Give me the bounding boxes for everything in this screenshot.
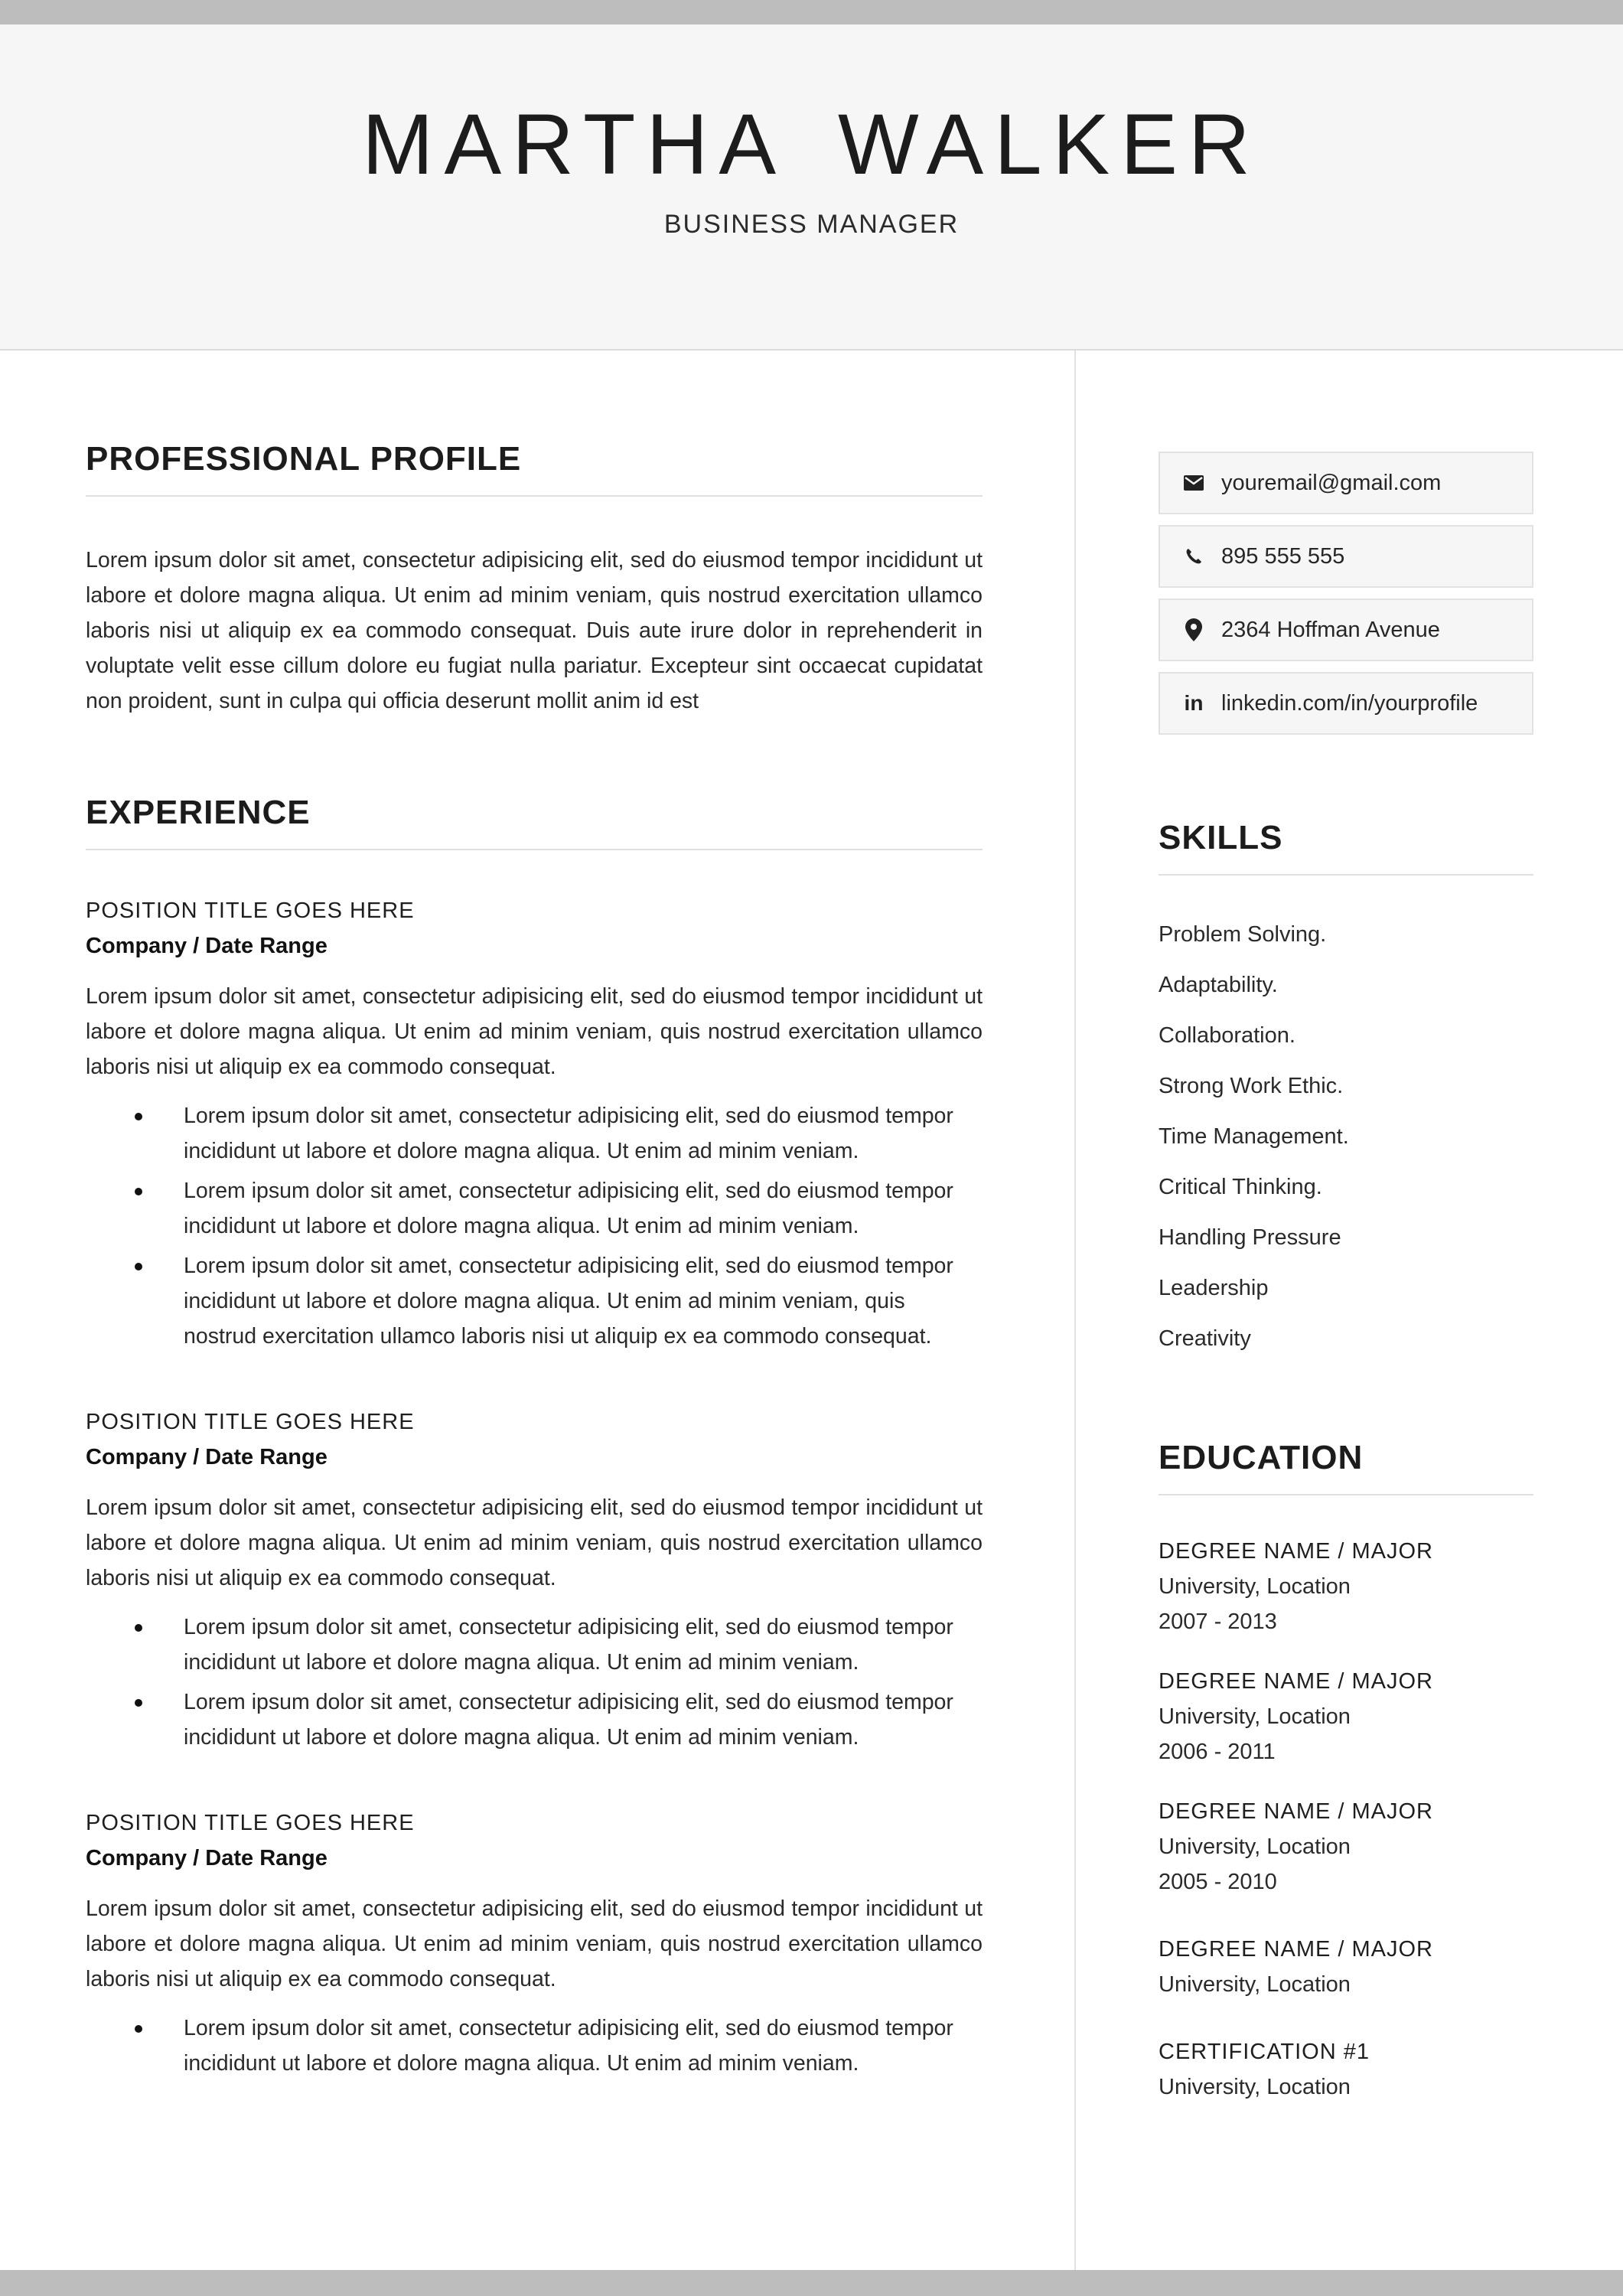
school-location: University, Location: [1159, 1835, 1351, 1859]
job-title: POSITION TITLE GOES HERE: [86, 1811, 415, 1835]
job-summary: Lorem ipsum dolor sit amet, consectetur adipisicing elit, sed do eiusmod tempor incididunt ut labore et dolore magna aliqua. Ut enim ad minim veniam, quis nostrud exercitation ullamco laboris nisi ut aliquip ex ea commodo consequat.: [86, 984, 983, 1079]
sidebar-column: [1159, 452, 1533, 2129]
education-item: [1159, 1664, 1533, 1769]
job-title: POSITION TITLE GOES HERE: [86, 899, 415, 923]
education-years: 2007 - 2013: [1159, 1609, 1277, 1634]
degree-name: DEGREE NAME / MAJOR: [1159, 1539, 1433, 1564]
skill-item: Handling Pressure: [1159, 1225, 1341, 1250]
job-bullets: [86, 1609, 983, 1755]
education-heading: EDUCATION: [1159, 1439, 1533, 1495]
skill-item: Leadership: [1159, 1276, 1269, 1300]
education-item: [1159, 2034, 1533, 2105]
job-bullets: [86, 1098, 983, 1354]
contact-email[interactable]: [1159, 452, 1533, 514]
main-column: [86, 440, 983, 2086]
school-location: University, Location: [1159, 1704, 1351, 1729]
skill-item: Problem Solving.: [1159, 922, 1327, 947]
resume-header: [0, 24, 1623, 351]
experience-heading: EXPERIENCE: [86, 794, 983, 850]
education-section: [1159, 1439, 1533, 2105]
contact-box: [1159, 452, 1533, 735]
skill-item: Adaptability.: [1159, 973, 1278, 997]
skills-list: [1159, 909, 1533, 1364]
job-bullet: Lorem ipsum dolor sit amet, consectetur adipisicing elit, sed do eiusmod tempor incididunt ut labore et dolore magna aliqua. Ut enim ad minim veniam.: [86, 1609, 983, 1680]
education-item: [1159, 1534, 1533, 1639]
skill-item: Critical Thinking.: [1159, 1175, 1322, 1199]
contact-linkedin[interactable]: [1159, 672, 1533, 735]
education-list: [1159, 1534, 1533, 2105]
job-bullet: Lorem ipsum dolor sit amet, consectetur adipisicing elit, sed do eiusmod tempor incididunt ut labore et dolore magna aliqua. Ut enim ad minim veniam.: [86, 1173, 983, 1244]
envelope-icon: [1183, 472, 1204, 494]
profile-heading: PROFESSIONAL PROFILE: [86, 440, 983, 497]
skills-heading: SKILLS: [1159, 819, 1533, 876]
skill-item: Collaboration.: [1159, 1023, 1295, 1048]
education-years: 2006 - 2011: [1159, 1740, 1276, 1764]
certification-name: CERTIFICATION #1: [1159, 2040, 1370, 2064]
skill-item: Time Management.: [1159, 1124, 1349, 1149]
education-years: 2005 - 2010: [1159, 1870, 1277, 1894]
job-bullet: Lorem ipsum dolor sit amet, consectetur adipisicing elit, sed do eiusmod tempor incididunt ut labore et dolore magna aliqua. Ut enim ad minim veniam.: [86, 1098, 983, 1169]
skill-item: Creativity: [1159, 1326, 1251, 1351]
candidate-name: MARTHA WALKER: [362, 96, 1261, 192]
school-location: University, Location: [1159, 1972, 1351, 1997]
education-item: [1159, 1932, 1533, 2002]
email-text: youremail@gmail.com: [1221, 470, 1442, 495]
education-item: [1159, 1794, 1533, 1900]
school-location: University, Location: [1159, 1574, 1351, 1599]
phone-icon: [1183, 546, 1204, 567]
job-bullet: Lorem ipsum dolor sit amet, consectetur adipisicing elit, sed do eiusmod tempor incididunt ut labore et dolore magna aliqua. Ut enim ad minim veniam, quis nostrud exercitation ullamco laboris nisi ut aliquip ex ea commodo consequat.: [86, 1248, 983, 1354]
skill-item: Strong Work Ethic.: [1159, 1074, 1344, 1098]
school-location: University, Location: [1159, 2075, 1351, 2099]
job-title: POSITION TITLE GOES HERE: [86, 1410, 415, 1434]
job-entry: [86, 893, 983, 1354]
contact-address[interactable]: [1159, 598, 1533, 661]
degree-name: DEGREE NAME / MAJOR: [1159, 1937, 1433, 1962]
job-summary: Lorem ipsum dolor sit amet, consectetur adipisicing elit, sed do eiusmod tempor incididunt ut labore et dolore magna aliqua. Ut enim ad minim veniam, quis nostrud exercitation ullamco laboris nisi ut aliquip ex ea commodo consequat.: [86, 1495, 983, 1590]
phone-text: 895 555 555: [1221, 543, 1345, 569]
profile-section: [86, 440, 983, 719]
job-company: Company / Date Range: [86, 934, 328, 958]
top-accent-bar: [0, 0, 1623, 24]
column-divider: [1074, 351, 1076, 2270]
degree-name: DEGREE NAME / MAJOR: [1159, 1669, 1433, 1694]
experience-section: [86, 794, 983, 2081]
linkedin-text: linkedin.com/in/yourprofile: [1221, 690, 1478, 716]
job-entry: [86, 1404, 983, 1755]
degree-name: DEGREE NAME / MAJOR: [1159, 1799, 1433, 1824]
address-text: 2364 Hoffman Avenue: [1221, 617, 1440, 642]
job-summary: Lorem ipsum dolor sit amet, consectetur adipisicing elit, sed do eiusmod tempor incididunt ut labore et dolore magna aliqua. Ut enim ad minim veniam, quis nostrud exercitation ullamco laboris nisi ut aliquip ex ea commodo consequat.: [86, 1896, 983, 1991]
job-bullet: Lorem ipsum dolor sit amet, consectetur adipisicing elit, sed do eiusmod tempor incididunt ut labore et dolore magna aliqua. Ut enim ad minim veniam.: [86, 2011, 983, 2081]
candidate-role: BUSINESS MANAGER: [663, 210, 960, 239]
skills-section: [1159, 819, 1533, 1364]
job-bullets: [86, 2011, 983, 2081]
profile-text: Lorem ipsum dolor sit amet, consectetur adipisicing elit, sed do eiusmod tempor incididunt ut labore et dolore magna aliqua. Ut enim ad minim veniam, quis nostrud exercitation ullamco laboris nisi ut aliquip ex ea commodo consequat. Duis aute irure dolor in reprehenderit in voluptate velit esse cillum dolore eu fugiat nulla pariatur. Excepteur sint occaecat cupidatat non proident, sunt in culpa qui officia deserunt mollit anim id est: [86, 548, 983, 713]
bottom-accent-bar: [0, 2270, 1623, 2296]
job-company: Company / Date Range: [86, 1846, 328, 1870]
job-entry: [86, 1805, 983, 2081]
contact-phone[interactable]: [1159, 525, 1533, 588]
map-pin-icon: [1183, 619, 1204, 641]
job-bullet: Lorem ipsum dolor sit amet, consectetur adipisicing elit, sed do eiusmod tempor incididunt ut labore et dolore magna aliqua. Ut enim ad minim veniam.: [86, 1684, 983, 1755]
linkedin-icon: in: [1184, 691, 1204, 715]
job-company: Company / Date Range: [86, 1445, 328, 1469]
